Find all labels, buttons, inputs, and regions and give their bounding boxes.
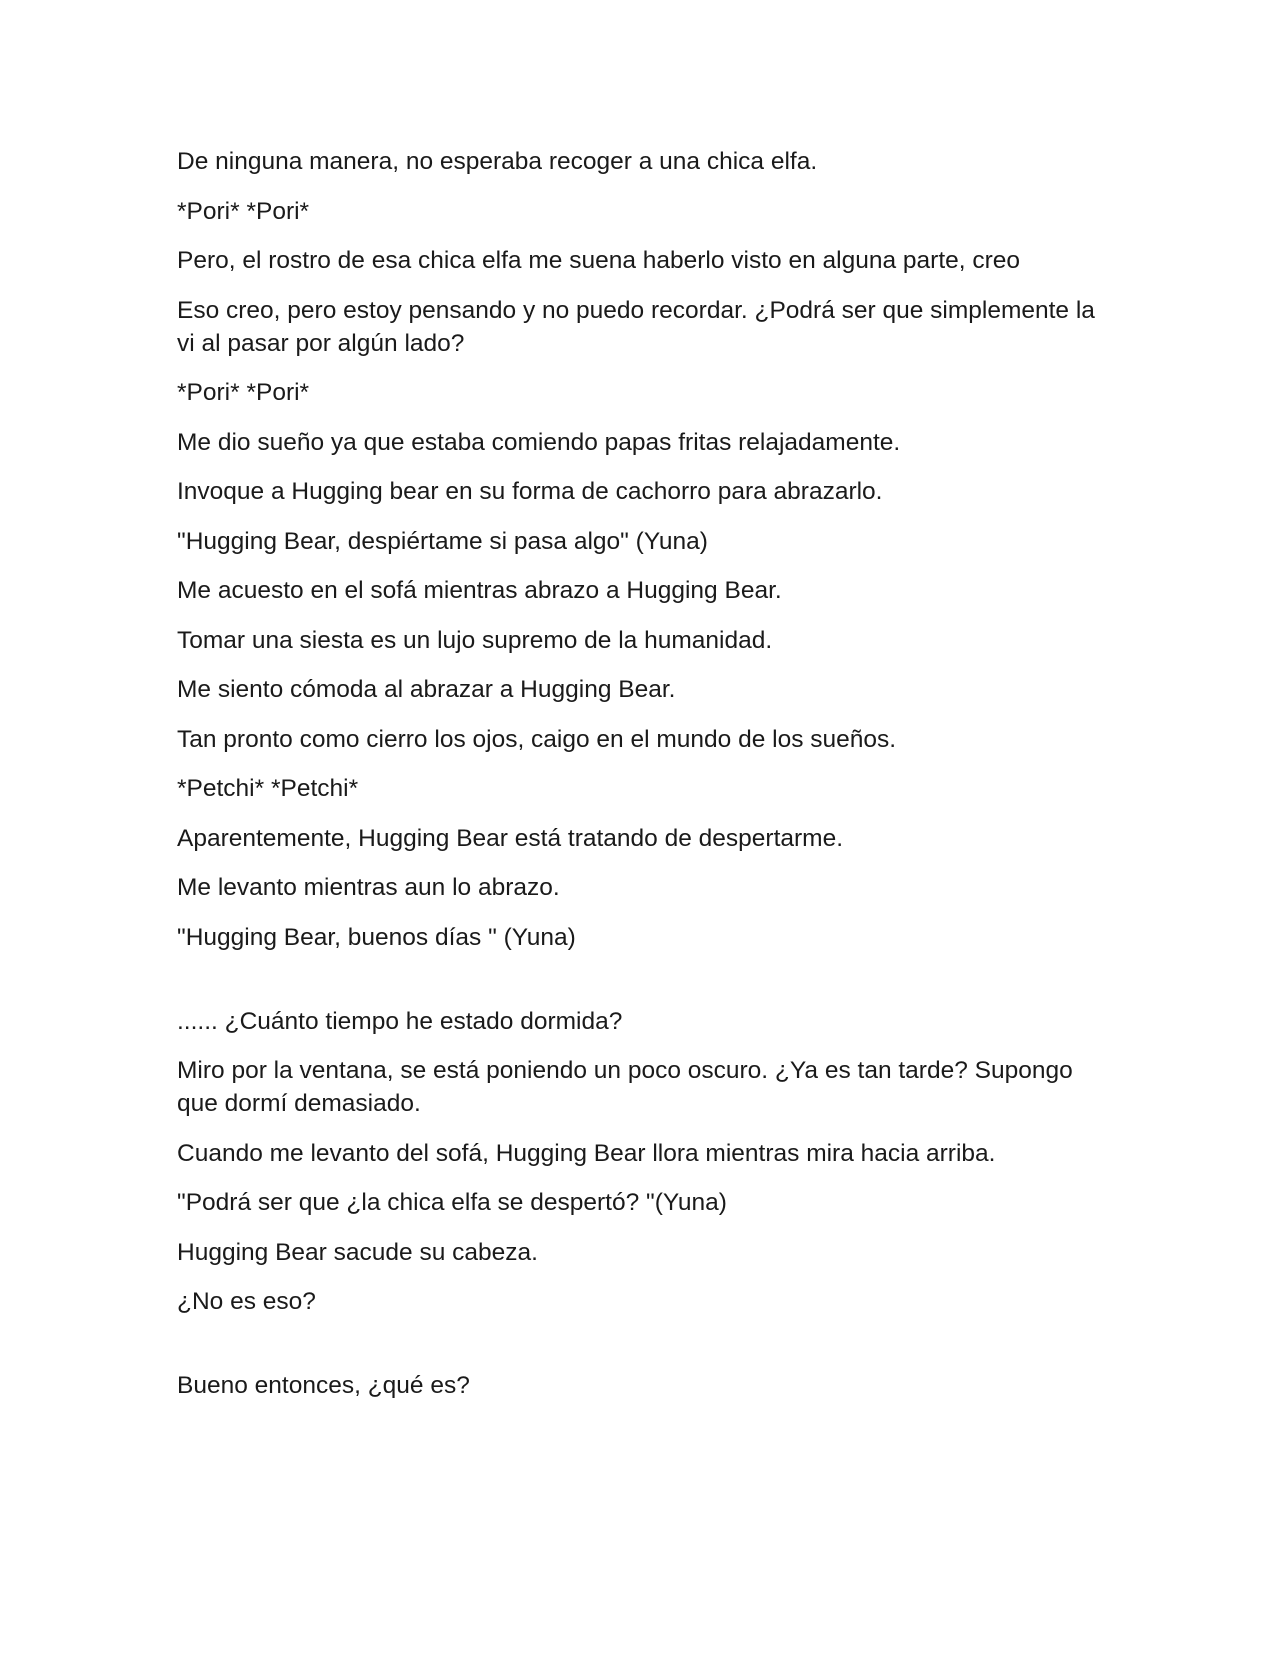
paragraph: De ninguna manera, no esperaba recoger a una chica elfa. <box>177 148 818 175</box>
paragraph: *Pori* *Pori* <box>177 197 310 225</box>
paragraph: Miro por la ventana, se está poniendo un poco oscuro. ¿Ya es tan tarde? Supongo que dormí demasiado. <box>177 1057 1073 1117</box>
document-body <box>177 145 1107 1419</box>
paragraph: *Pori* *Pori* <box>177 379 310 406</box>
paragraph: "Hugging Bear, despiértame si pasa algo" (Yuna) <box>177 527 708 555</box>
paragraph: Me siento cómoda al abrazar a Hugging Bear. <box>177 676 676 703</box>
paragraph: Me dio sueño ya que estaba comiendo papas fritas relajadamente. <box>177 428 901 456</box>
paragraph: *Petchi* *Petchi* <box>177 775 359 802</box>
paragraph: Bueno entonces, ¿qué es? <box>177 1372 470 1399</box>
paragraph: "Hugging Bear, buenos días " (Yuna) <box>177 923 576 951</box>
paragraph: ¿No es eso? <box>177 1288 316 1315</box>
paragraph: Pero, el rostro de esa chica elfa me suena haberlo visto en alguna parte, creo <box>177 247 1021 274</box>
paragraph: Hugging Bear sacude su cabeza. <box>177 1238 538 1266</box>
paragraph: Me levanto mientras aun lo abrazo. <box>177 874 560 901</box>
paragraph: Eso creo, pero estoy pensando y no puedo recordar. ¿Podrá ser que simplemente la vi al pasar por algún lado? <box>177 296 1095 357</box>
paragraph: Aparentemente, Hugging Bear está tratando de despertarme. <box>177 824 843 852</box>
paragraph: Tan pronto como cierro los ojos, caigo en el mundo de los sueños. <box>177 725 897 753</box>
paragraph: Cuando me levanto del sofá, Hugging Bear llora mientras mira hacia arriba. <box>177 1139 996 1167</box>
paragraph: Invoque a Hugging bear en su forma de cachorro para abrazarlo. <box>177 478 883 505</box>
paragraph: "Podrá ser que ¿la chica elfa se despertó? "(Yuna) <box>177 1189 727 1216</box>
paragraph: Me acuesto en el sofá mientras abrazo a Hugging Bear. <box>177 577 782 604</box>
paragraph: Tomar una siesta es un lujo supremo de la humanidad. <box>177 626 773 654</box>
paragraph: ...... ¿Cuánto tiempo he estado dormida? <box>177 1007 623 1035</box>
